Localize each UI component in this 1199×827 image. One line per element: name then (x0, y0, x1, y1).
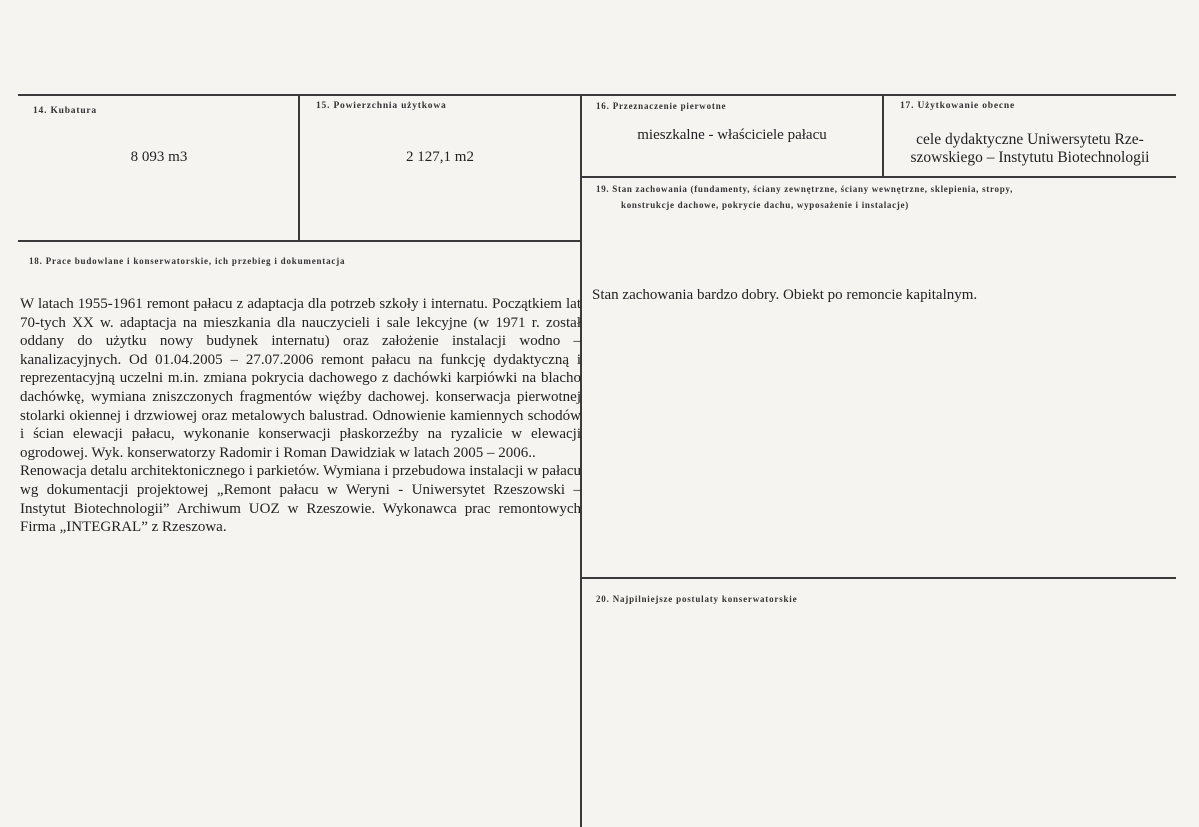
field-18-text (20, 295, 581, 537)
field-18-paragraph-2: Renowacja detalu architektonicznego i parkietów. Wymiana i przebudowa instalacji w pałacu wg dokumentacji projektowej „Remont pałacu w Weryni - Uniwersytet Rzeszowski – Instytut Biotechnologii” Archiwum UOZ w Rzeszowie. Wykonawca prac remontowych Firma „INTEGRAL” z Rzeszowa. (20, 463, 581, 536)
field-16-label: 16. Przeznaczenie pierwotne (596, 101, 727, 111)
field-15-value: 2 127,1 m2 (406, 149, 474, 165)
field-16-value: mieszkalne - właściciele pałacu (637, 127, 827, 143)
rule-under-16-17 (581, 176, 1176, 178)
field-20-label: 20. Najpilniejsze postulaty konserwatorskie (596, 594, 798, 604)
divider-14-15 (298, 95, 300, 241)
field-19-label-line1: 19. Stan zachowania (fundamenty, ściany zewnętrzne, ściany wewnętrzne, sklepienia, stropy, (596, 184, 1014, 194)
rule-above-20 (581, 577, 1176, 579)
field-19-label-line2: konstrukcje dachowe, pokrycie dachu, wyposażenie i instalacje) (621, 200, 909, 210)
top-rule (18, 94, 1176, 96)
field-15-label: 15. Powierzchnia użytkowa (316, 101, 447, 111)
rule-under-14-15 (18, 240, 581, 242)
field-18-paragraph-1: W latach 1955-1961 remont pałacu z adaptacja dla potrzeb szkoły i internatu. Początkiem lat 70-tych XX w. adaptacja na mieszkania dla nauczycieli i sale lekcyjne (w 1971 r. został oddany do użytku nowy budynek internatu) oraz założenie instalacji wodno – kanalizacyjnych. Od 01.04.2005 – 27.07.2006 remont pałacu na funkcję dydaktyczną i reprezentacyjną uczelni m.in. zmiana pokrycia dachowego z dachówki karpiówki na blacho dachówkę, wymiana zniszczonych fragmentów więźby dachowej. konserwacja pierwotnej stolarki okiennej i drzwiowej oraz metalowych balustrad. Odnowienie kamiennych schodów i ścian elewacji pałacu, wykonanie konserwacji płaskorzeźby na ryzalicie w elewacji ogrodowej. Wyk. konserwatorzy Radomir i Roman Dawidziak w latach 2005 – 2006.. (20, 296, 581, 461)
field-17-label: 17. Użytkowanie obecne (900, 101, 1015, 111)
field-14-label: 14. Kubatura (33, 106, 97, 116)
field-18-label: 18. Prace budowlane i konserwatorskie, ich przebieg i dokumentacja (29, 256, 346, 266)
field-17-value-line2: szowskiego – Instytutu Biotechnologii (910, 149, 1150, 166)
field-19-value: Stan zachowania bardzo dobry. Obiekt po remoncie kapitalnym. (592, 287, 978, 303)
field-17-value-line1: cele dydaktyczne Uniwersytetu Rze- (916, 131, 1144, 148)
field-14-value: 8 093 m3 (130, 149, 188, 165)
